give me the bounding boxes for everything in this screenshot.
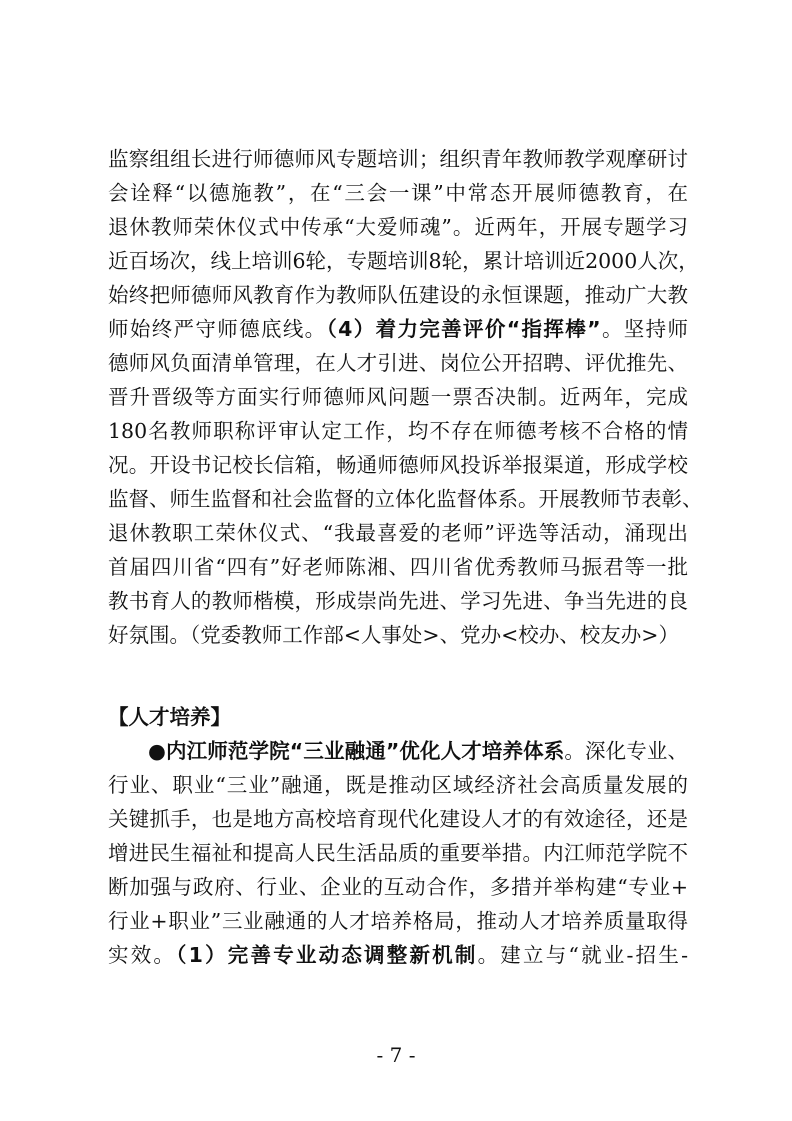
text-line: 近百场次，线上培训6轮，专题培训8轮，累计培训近2000人次， (108, 249, 699, 273)
bold-lead: ●内江师范学院“三业融通”优化人才培养体系 (148, 739, 565, 763)
text-line: 德师风负面清单管理，在人才引进、岗位公开招聘、评优推先、 (108, 351, 688, 375)
text-line: 实效。（1）完善专业动态调整新机制。建立与“就业-招生- (108, 943, 689, 967)
text-line: ●内江师范学院“三业融通”优化人才培养体系。深化专业、 (148, 739, 688, 763)
text-line: 关键抓手，也是地方高校培育现代化建设人才的有效途径，还是 (108, 807, 688, 831)
text-line: 师始终严守师德底线。（4）着力完善评价“指挥棒”。坚持师 (108, 317, 689, 341)
section-heading: 【人才培养】 (108, 705, 231, 729)
text-line: 始终把师德师风教育作为教师队伍建设的永恒课题，推动广大教 (108, 283, 688, 307)
text-line: 会诠释“以德施教”，在“三会一课”中常态开展师德教育，在 (108, 181, 688, 205)
text-line: 好氛围。（党委教师工作部<人事处>、党办<校办、校友办>） (108, 623, 679, 647)
text-line: 断加强与政府、行业、企业的互动合作，多措并举构建“专业+ (108, 875, 688, 899)
paragraph-teacher-ethics (108, 142, 703, 652)
text-line: 监督、师生监督和社会监督的立体化监督体系。开展教师节表彰、 (108, 487, 703, 511)
text-line: 况。开设书记校长信箱，畅通师德师风投诉举报渠道，形成学校 (108, 453, 688, 477)
text-line: 行业、职业“三业”融通，既是推动区域经济社会高质量发展的 (108, 773, 688, 797)
text-line: 教书育人的教师楷模，形成崇尚先进、学习先进、争当先进的良 (108, 589, 688, 613)
text-line: 180名教师职称评审认定工作，均不存在师德考核不合格的情 (108, 419, 688, 443)
bold-subheading: （4）着力完善评价“指挥棒” (326, 317, 601, 341)
text-line: 行业+职业”三业融通的人才培养格局，推动人才培养质量取得 (108, 909, 688, 933)
text-line: 退休教职工荣休仪式、“我最喜爱的老师”评选等活动，涌现出 (108, 521, 688, 545)
text-line: 监察组组长进行师德师风专题培训；组织青年教师教学观摩研讨 (108, 147, 688, 171)
section-heading-talent-training (108, 700, 688, 734)
bold-subheading: （1）完善专业动态调整新机制 (176, 943, 478, 967)
paragraph-talent-training (108, 734, 688, 972)
page-number: - 7 - (376, 1043, 416, 1067)
text-line: 退休教师荣休仪式中传承“大爱师魂”。近两年，开展专题学习 (108, 215, 688, 239)
text-line: 增进民生福祉和提高人民生活品质的重要举措。内江师范学院不 (108, 841, 688, 865)
text-line: 首届四川省“四有”好老师陈湘、四川省优秀教师马振君等一批 (108, 555, 688, 579)
text-line: 晋升晋级等方面实行师德师风问题一票否决制。近两年，完成 (108, 385, 688, 409)
